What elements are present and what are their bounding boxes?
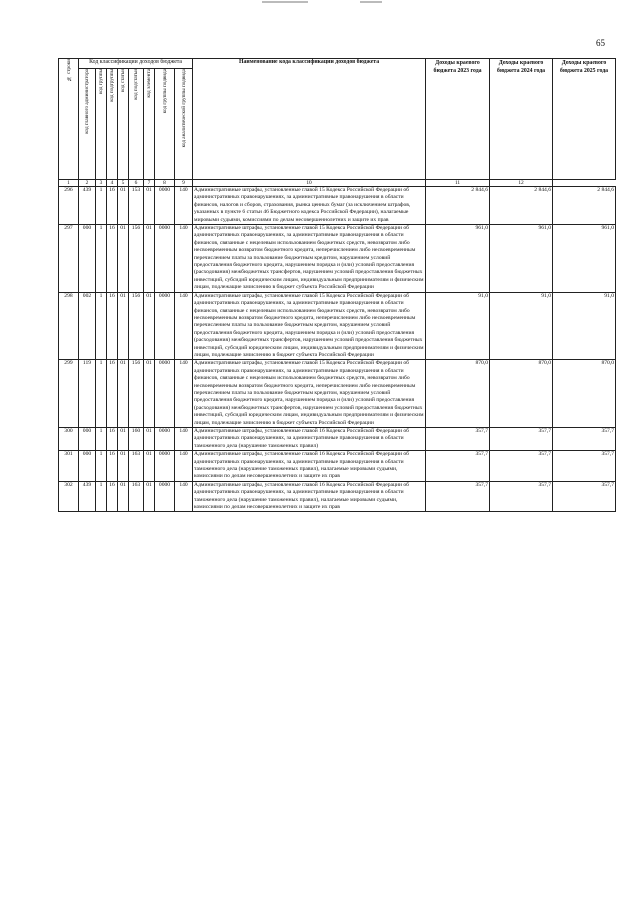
subarticle-code: 156 [129,360,144,428]
subarticle-code: 156 [129,292,144,360]
subgroup-code: 16 [107,187,118,225]
element-code: 01 [144,187,155,225]
col-head-row-no: № строки [59,59,79,180]
subtype-group-code: 0000 [155,360,175,428]
row-number: 296 [59,187,79,225]
group-code: 1 [96,481,107,512]
row-number: 298 [59,292,79,360]
col-head-name: Наименование кода классификации доходов бюджета [193,59,426,180]
article-code: 01 [118,451,129,482]
row-number: 301 [59,451,79,482]
amount-2024: 2 844,6 [490,187,553,225]
col-head-analytic-group-code: код аналитической группы подвида [175,69,193,180]
subtype-group-code: 0000 [155,292,175,360]
revenue-name: Административные штрафы, установленные главой 16 Кодекса Российской Федерации об административных правонарушениях, за административные правонарушения в области таможенного дела (нарушение таможенных правил) [193,428,426,451]
column-number: 7 [144,180,155,187]
amount-2025: 870,0 [553,360,616,428]
col-head-2025: Доходы краевого бюджета 2025 года [553,59,616,180]
amount-2024: 357,7 [490,481,553,512]
column-number: 4 [107,180,118,187]
subtype-group-code: 0000 [155,225,175,293]
subtype-group-code: 0000 [155,187,175,225]
amount-2024: 870,0 [490,360,553,428]
col-head-element-code: код элемента [144,69,155,180]
amount-2023: 2 844,6 [426,187,490,225]
admin-code: 119 [79,360,96,428]
scan-top-marks [0,0,640,6]
element-code: 01 [144,451,155,482]
analytic-group-code: 140 [175,451,193,482]
element-code: 01 [144,225,155,293]
group-code: 1 [96,292,107,360]
subtype-group-code: 0000 [155,451,175,482]
article-code: 01 [118,481,129,512]
subgroup-code: 16 [107,451,118,482]
col-head-subgroup-code: код подгруппы [107,69,118,180]
group-code: 1 [96,187,107,225]
header-row-group [59,59,616,69]
row-number: 300 [59,428,79,451]
article-code: 01 [118,187,129,225]
subarticle-code: 153 [129,187,144,225]
amount-2025: 2 844,6 [553,187,616,225]
article-code: 01 [118,360,129,428]
column-number: 3 [96,180,107,187]
column-number: 12 [490,180,553,187]
article-code: 01 [118,225,129,293]
analytic-group-code: 140 [175,225,193,293]
analytic-group-code: 140 [175,187,193,225]
article-code: 01 [118,292,129,360]
group-code: 1 [96,451,107,482]
page-number: 65 [596,38,605,48]
column-number: 5 [118,180,129,187]
admin-code: 002 [79,292,96,360]
subarticle-code: 163 [129,451,144,482]
group-code: 1 [96,225,107,293]
revenue-name: Административные штрафы, установленные главой 16 Кодекса Российской Федерации об административных правонарушениях, за административные правонарушения в области таможенного дела (нарушение таможенных правил), налагаемые мировыми судьями, комиссиями по делам несовершеннолетних и защите их прав [193,451,426,482]
subarticle-code: 163 [129,481,144,512]
revenue-name: Административные штрафы, установленные главой 15 Кодекса Российской Федерации об административных правонарушениях, за административные правонарушения в области финансов, связанные с нецелевым использованием бюджетных средств, невозвратом либо несвоевременным возвратом бюджетного кредита, неперечислением либо несвоевременным перечислением платы за пользование бюджетным кредитом, нарушением условий предоставления бюджетного кредита, нарушением порядка и (или) условий предоставления (расходования) межбюджетных трансфертов, нарушением условий предоставления бюджетных инвестиций, субсидий юридическим лицам, индивидуальным предпринимателям и физическим лицам, подлежащие зачислению в бюджет субъекта Российской Федерации [193,360,426,428]
amount-2024: 357,7 [490,428,553,451]
column-number: 6 [129,180,144,187]
column-number: 8 [155,180,175,187]
analytic-group-code: 140 [175,292,193,360]
admin-code: 000 [79,225,96,293]
revenue-name: Административные штрафы, установленные главой 15 Кодекса Российской Федерации об административных правонарушениях, за административные правонарушения в области финансов, связанные с нецелевым использованием бюджетных средств, невозвратом либо несвоевременным возвратом бюджетного кредита, неперечислением либо несвоевременным перечислением платы за пользование бюджетным кредитом, нарушением условий предоставления бюджетного кредита, нарушением порядка и (или) условий предоставления (расходования) межбюджетных трансфертов, нарушением условий предоставления бюджетных инвестиций, субсидий юридическим лицам, индивидуальным предпринимателям и физическим лицам, подлежащие зачислению в бюджет субъекта Российской Федерации [193,225,426,293]
column-number-row [59,180,616,187]
analytic-group-code: 140 [175,360,193,428]
subarticle-code: 160 [129,428,144,451]
subgroup-code: 16 [107,225,118,293]
col-head-admin-code: код главного администратора [79,69,96,180]
revenue-name: Административные штрафы, установленные главой 15 Кодекса Российской Федерации об административных правонарушениях, за административные правонарушения в области финансов, налогов и сборов, страхования, рынка ценных бумаг (за исключением штрафов, указанных в пункте 6 статьи 46 Бюджетного кодекса Российской Федерации), налагаемые мировыми судьями, комиссиями по делам несовершеннолетних и защите их прав [193,187,426,225]
column-number: 10 [193,180,426,187]
revenue-table [58,58,616,512]
admin-code: 439 [79,187,96,225]
amount-2023: 357,7 [426,451,490,482]
revenue-name: Административные штрафы, установленные главой 15 Кодекса Российской Федерации об административных правонарушениях, за административные правонарушения в области финансов, связанные с нецелевым использованием бюджетных средств, невозвратом либо несвоевременным возвратом бюджетного кредита, неперечислением либо несвоевременным перечислением платы за пользование бюджетным кредитом, нарушением условий предоставления бюджетного кредита, нарушением порядка и (или) условий предоставления (расходования) межбюджетных трансфертов, нарушением условий предоставления бюджетных инвестиций, субсидий юридическим лицам, индивидуальным предпринимателям и физическим лицам, подлежащие зачислению в бюджет субъекта Российской Федерации [193,292,426,360]
amount-2023: 357,7 [426,428,490,451]
group-code: 1 [96,428,107,451]
col-head-2023: Доходы краевого бюджета 2023 года [426,59,490,180]
table-row [59,481,616,512]
amount-2025: 357,7 [553,481,616,512]
amount-2024: 961,0 [490,225,553,293]
element-code: 01 [144,360,155,428]
subgroup-code: 16 [107,428,118,451]
subgroup-code: 16 [107,481,118,512]
row-number: 297 [59,225,79,293]
amount-2025: 357,7 [553,428,616,451]
subarticle-code: 156 [129,225,144,293]
analytic-group-code: 140 [175,481,193,512]
subtype-group-code: 0000 [155,428,175,451]
col-head-code-group: Код классификации доходов бюджета [79,59,193,69]
amount-2025: 91,0 [553,292,616,360]
article-code: 01 [118,428,129,451]
amount-2023: 357,7 [426,481,490,512]
subgroup-code: 16 [107,360,118,428]
col-head-article-code: код статьи [118,69,129,180]
admin-code: 439 [79,481,96,512]
column-number: 1 [59,180,79,187]
column-number: 9 [175,180,193,187]
subgroup-code: 16 [107,292,118,360]
admin-code: 000 [79,428,96,451]
col-head-subarticle-code: код подстатьи [129,69,144,180]
table-row [59,292,616,360]
element-code: 01 [144,481,155,512]
revenue-name: Административные штрафы, установленные главой 16 Кодекса Российской Федерации об административных правонарушениях, за административные правонарушения в области таможенного дела (нарушение таможенных правил), налагаемые мировыми судьями, комиссиями по делам несовершеннолетних и защите их прав [193,481,426,512]
table-row [59,187,616,225]
amount-2024: 357,7 [490,451,553,482]
element-code: 01 [144,292,155,360]
column-number: 2 [79,180,96,187]
amount-2025: 357,7 [553,451,616,482]
row-number: 302 [59,481,79,512]
element-code: 01 [144,428,155,451]
amount-2024: 91,0 [490,292,553,360]
col-head-group-code: код группы [96,69,107,180]
col-head-subtype-group-code: код группы подвида [155,69,175,180]
table-row [59,428,616,451]
amount-2025: 961,0 [553,225,616,293]
amount-2023: 870,0 [426,360,490,428]
table-row [59,360,616,428]
amount-2023: 91,0 [426,292,490,360]
col-head-2024: Доходы краевого бюджета 2024 года [490,59,553,180]
table-row [59,451,616,482]
amount-2023: 961,0 [426,225,490,293]
subtype-group-code: 0000 [155,481,175,512]
table-row [59,225,616,293]
column-number: 11 [426,180,490,187]
group-code: 1 [96,360,107,428]
analytic-group-code: 140 [175,428,193,451]
admin-code: 000 [79,451,96,482]
row-number: 299 [59,360,79,428]
